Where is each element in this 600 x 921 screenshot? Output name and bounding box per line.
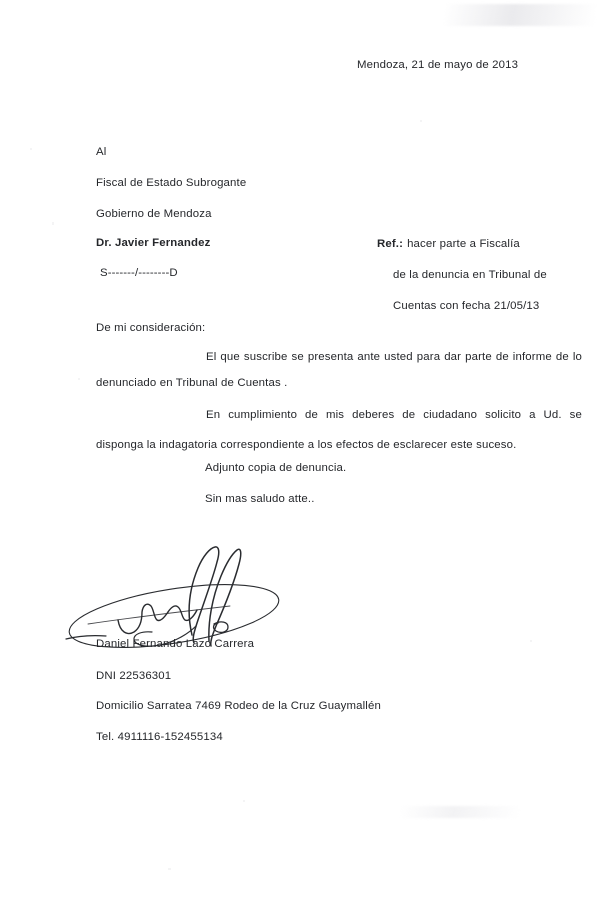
sender-phone: Tel. 4911116-152455134 [96,731,223,743]
scan-artifact [52,222,54,225]
reference-line-2: de la denuncia en Tribunal de [393,269,547,281]
recipient-salutation-prefix: Al [96,146,107,158]
signature-printed-name: Daniel Fernando Lazo Carrera [96,638,255,650]
handwritten-signature [58,540,288,652]
closing-line-1: Adjunto copia de denuncia. [205,462,347,474]
scan-artifact [30,148,32,150]
recipient-slot-line: S-------/--------D [100,267,178,279]
scan-artifact [400,806,520,818]
recipient-role: Fiscal de Estado Subrogante [96,177,247,189]
date-line: Mendoza, 21 de mayo de 2013 [357,59,519,71]
body-paragraph-2: En cumplimiento de mis deberes de ciudadano solicito a Ud. se disponga la indagatoria correspondiente a los efectos de esclarecer este suceso. [96,409,582,451]
sender-dni: DNI 22536301 [96,670,172,682]
reference-line-1 [377,237,520,252]
reference-line-3: Cuentas con fecha 21/05/13 [393,300,540,312]
scan-artifact [78,378,80,380]
body-paragraph-1: El que suscribe se presenta ante usted para dar parte de informe de lo denunciado en Tribunal de Cuentas . [96,351,582,389]
sender-address: Domicilio Sarratea 7469 Rodeo de la Cruz Guaymallén [96,700,381,712]
scan-artifact [530,640,532,642]
scan-artifact [420,120,422,122]
recipient-organization: Gobierno de Mendoza [96,208,212,220]
reference-text-1: hacer parte a Fiscalía [407,238,520,250]
recipient-name: Dr. Javier Fernandez [96,237,211,249]
scan-artifact [445,4,595,26]
reference-label: Ref.: [377,238,404,250]
scan-artifact [243,800,245,802]
letter-salutation: De mi consideración: [96,322,206,334]
closing-line-2: Sin mas saludo atte.. [205,493,315,505]
scan-artifact [168,868,171,870]
